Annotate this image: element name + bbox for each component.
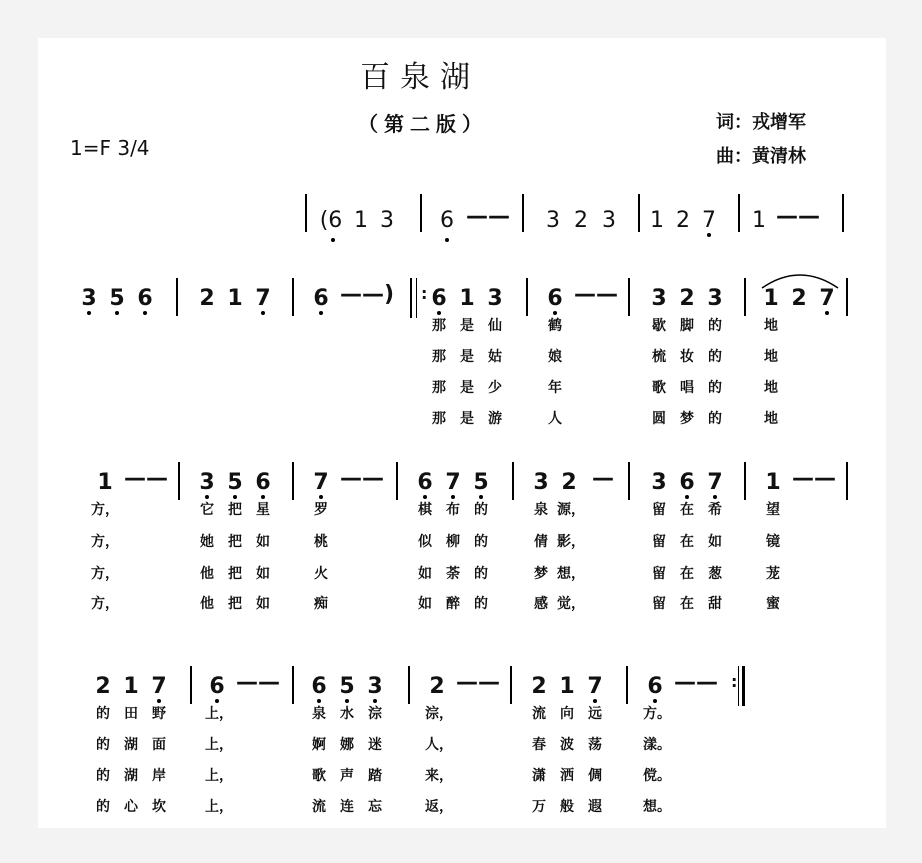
lyric-char: 歌 <box>312 768 326 784</box>
note: 3 <box>199 470 215 495</box>
lyric-char: 如 <box>418 566 432 582</box>
lyric-char: 茏 <box>766 566 780 582</box>
note: (6 <box>319 208 343 233</box>
note: 3 <box>651 470 667 495</box>
low-octave-dot <box>437 311 441 315</box>
low-octave-dot <box>215 699 219 703</box>
barline <box>628 462 630 500</box>
low-octave-dot <box>707 233 711 237</box>
lyric-char: 源， <box>557 502 585 518</box>
lyric-char: 返， <box>425 799 453 815</box>
low-octave-dot <box>593 699 597 703</box>
lyric-char: 娘 <box>548 349 562 365</box>
note: 6 <box>311 674 327 699</box>
note: 7 <box>702 208 716 233</box>
lyric-char: 她 <box>200 534 214 550</box>
lyric-char: 向 <box>560 706 574 722</box>
lyric-char: 希 <box>708 502 722 518</box>
note: 6 <box>647 674 663 699</box>
low-octave-dot <box>115 311 119 315</box>
barline <box>738 194 740 232</box>
lyric-char: 来， <box>425 768 453 784</box>
note: 7 <box>707 470 723 495</box>
lyric-char: 唱 <box>680 380 694 396</box>
lyric-char: 如 <box>256 534 270 550</box>
lyric-char: 是 <box>460 380 474 396</box>
hold-dash: — <box>592 466 614 491</box>
hold-dash: —— <box>236 670 280 695</box>
note: 2 <box>574 208 588 233</box>
repeat-end-thin-bar <box>738 666 739 706</box>
note: 6 <box>313 286 329 311</box>
lyric-char: 方， <box>91 566 119 582</box>
lyric-char: 把 <box>228 534 242 550</box>
lyric-char: 方， <box>91 502 119 518</box>
low-octave-dot <box>479 495 483 499</box>
barline <box>842 194 844 232</box>
note: 5 <box>473 470 489 495</box>
lyric-char: 方， <box>91 596 119 612</box>
low-octave-dot <box>143 311 147 315</box>
lyric-char: 的 <box>474 566 488 582</box>
lyric-char: 想。 <box>643 799 671 815</box>
note: 3 <box>81 286 97 311</box>
low-octave-dot <box>553 311 557 315</box>
lyric-char: 上， <box>205 768 233 784</box>
lyric-char: 年 <box>548 380 562 396</box>
lyric-char: 荼 <box>446 566 460 582</box>
lyric-char: 那 <box>432 349 446 365</box>
lyric-char: 在 <box>680 534 694 550</box>
repeat-dots: : <box>421 284 428 303</box>
low-octave-dot <box>445 238 449 242</box>
barline <box>512 462 514 500</box>
lyric-char: 把 <box>228 566 242 582</box>
note: 3 <box>707 286 723 311</box>
note: 2 <box>95 674 111 699</box>
hold-dash: —— <box>574 282 618 307</box>
note: 2 <box>561 470 577 495</box>
low-octave-dot <box>233 495 237 499</box>
lyric-char: 的 <box>474 534 488 550</box>
low-octave-dot <box>451 495 455 499</box>
hold-dash: —— <box>124 466 168 491</box>
lyric-char: 似 <box>418 534 432 550</box>
lyric-char: 忘 <box>368 799 382 815</box>
lyric-char: 万 <box>532 799 546 815</box>
barline <box>626 666 628 704</box>
lyric-char: 的 <box>96 737 110 753</box>
low-octave-dot <box>331 238 335 242</box>
note: 6 <box>417 470 433 495</box>
note: 1 <box>559 674 575 699</box>
lyric-char: 泉 <box>312 706 326 722</box>
lyric-char: 如 <box>708 534 722 550</box>
lyric-char: 遐 <box>588 799 602 815</box>
barline <box>396 462 398 500</box>
note: 2 <box>531 674 547 699</box>
barline <box>510 666 512 704</box>
lyric-char: 圆 <box>652 411 666 427</box>
lyric-char: 葱 <box>708 566 722 582</box>
lyric-char: 连 <box>340 799 354 815</box>
barline <box>526 278 528 316</box>
lyric-char: 的 <box>474 502 488 518</box>
lyric-char: 是 <box>460 349 474 365</box>
note: 3 <box>651 286 667 311</box>
barline <box>420 194 422 232</box>
note: 2 <box>676 208 690 233</box>
lyric-char: 在 <box>680 502 694 518</box>
low-octave-dot <box>87 311 91 315</box>
lyric-char: 岸 <box>152 768 166 784</box>
lyric-char: 痴 <box>314 596 328 612</box>
note: 3 <box>602 208 616 233</box>
lyric-char: 湖 <box>124 768 138 784</box>
barline <box>744 462 746 500</box>
lyric-char: 的 <box>708 318 722 334</box>
lyric-char: 的 <box>96 706 110 722</box>
key-signature: 1=F 3/4 <box>70 136 150 160</box>
lyric-char: 迷 <box>368 737 382 753</box>
lyric-char: 游 <box>488 411 502 427</box>
lyric-char: 声 <box>340 768 354 784</box>
note: 7 <box>445 470 461 495</box>
lyric-char: 它 <box>200 502 214 518</box>
barline <box>846 462 848 500</box>
low-octave-dot <box>825 311 829 315</box>
lyric-char: 娜 <box>340 737 354 753</box>
lyric-char: 淙 <box>368 706 382 722</box>
low-octave-dot <box>205 495 209 499</box>
lyric-char: 甜 <box>708 596 722 612</box>
note: 5 <box>109 286 125 311</box>
note: 7 <box>151 674 167 699</box>
barline <box>628 278 630 316</box>
low-octave-dot <box>157 699 161 703</box>
low-octave-dot <box>423 495 427 499</box>
low-octave-dot <box>685 495 689 499</box>
note: 1 <box>650 208 664 233</box>
lyric-char: 鹤 <box>548 318 562 334</box>
lyric-char: 漾。 <box>643 737 671 753</box>
hold-dash: —— <box>466 204 510 229</box>
lyric-char: 歌 <box>652 380 666 396</box>
lyric-char: 在 <box>680 596 694 612</box>
note: 6 <box>209 674 225 699</box>
note: 2 <box>679 286 695 311</box>
lyric-char: 留 <box>652 502 666 518</box>
lyric-char: 留 <box>652 534 666 550</box>
hold-dash: —— <box>456 670 500 695</box>
lyric-char: 如 <box>256 596 270 612</box>
repeat-dots: : <box>731 672 738 691</box>
lyric-char: 星 <box>256 502 270 518</box>
barline <box>408 666 410 704</box>
lyric-char: 梦 <box>534 566 548 582</box>
barline <box>522 194 524 232</box>
lyric-char: 歇 <box>652 318 666 334</box>
low-octave-dot <box>261 495 265 499</box>
low-octave-dot <box>319 495 323 499</box>
lyric-char: 影， <box>557 534 585 550</box>
low-octave-dot <box>373 699 377 703</box>
low-octave-dot <box>317 699 321 703</box>
lyric-char: 仙 <box>488 318 502 334</box>
note: 5 <box>339 674 355 699</box>
lyric-char: 把 <box>228 502 242 518</box>
lyricist-credit: 词：戎增军 <box>716 112 806 133</box>
lyric-char: 地 <box>764 318 778 334</box>
lyric-char: 是 <box>460 411 474 427</box>
lyric-char: 蜜 <box>766 596 780 612</box>
hold-dash: —— <box>340 466 384 491</box>
lyric-char: 上， <box>205 737 233 753</box>
lyric-char: 上， <box>205 706 233 722</box>
note: 6 <box>440 208 454 233</box>
lyric-char: 婀 <box>312 737 326 753</box>
lyric-char: 春 <box>532 737 546 753</box>
lyric-char: 人 <box>548 411 562 427</box>
barline <box>292 666 294 704</box>
note: 3 <box>487 286 503 311</box>
lyric-char: 的 <box>96 799 110 815</box>
note: 1 <box>354 208 368 233</box>
lyric-char: 地 <box>764 349 778 365</box>
barline <box>190 666 192 704</box>
barline <box>846 278 848 316</box>
note: 6 <box>255 470 271 495</box>
note: 2 <box>791 286 807 311</box>
lyric-char: 如 <box>256 566 270 582</box>
lyric-char: 傥。 <box>643 768 671 784</box>
note: 7 <box>313 470 329 495</box>
lyric-char: 罗 <box>314 502 328 518</box>
barline <box>744 278 746 316</box>
lyric-char: 地 <box>764 411 778 427</box>
note: 1 <box>752 208 766 233</box>
lyric-char: 桃 <box>314 534 328 550</box>
hold-dash: —— <box>674 670 718 695</box>
lyric-char: 倩 <box>534 534 548 550</box>
lyric-char: 火 <box>314 566 328 582</box>
note: 3 <box>533 470 549 495</box>
lyric-char: 梳 <box>652 349 666 365</box>
lyric-char: 的 <box>708 349 722 365</box>
lyric-char: 上， <box>205 799 233 815</box>
hold-dash: ——) <box>340 282 395 307</box>
lyric-char: 那 <box>432 318 446 334</box>
lyric-char: 远 <box>588 706 602 722</box>
repeat-end-thick-bar <box>742 666 745 706</box>
lyric-char: 方， <box>91 534 119 550</box>
lyric-char: 流 <box>532 706 546 722</box>
low-octave-dot <box>261 311 265 315</box>
lyric-char: 坎 <box>152 799 166 815</box>
barline <box>638 194 640 232</box>
low-octave-dot <box>653 699 657 703</box>
lyric-char: 面 <box>152 737 166 753</box>
lyric-char: 是 <box>460 318 474 334</box>
lyric-char: 梦 <box>680 411 694 427</box>
note: 6 <box>679 470 695 495</box>
low-octave-dot <box>345 699 349 703</box>
lyric-char: 把 <box>228 596 242 612</box>
lyric-char: 他 <box>200 566 214 582</box>
note: 6 <box>547 286 563 311</box>
lyric-char: 的 <box>708 411 722 427</box>
lyric-char: 布 <box>446 502 460 518</box>
lyric-char: 般 <box>560 799 574 815</box>
lyric-char: 他 <box>200 596 214 612</box>
lyric-char: 感 <box>534 596 548 612</box>
lyric-char: 那 <box>432 380 446 396</box>
note: 3 <box>546 208 560 233</box>
lyric-char: 妆 <box>680 349 694 365</box>
note: 1 <box>123 674 139 699</box>
note: 5 <box>227 470 243 495</box>
note: 3 <box>380 208 394 233</box>
lyric-char: 野 <box>152 706 166 722</box>
low-octave-dot <box>319 311 323 315</box>
lyric-char: 望 <box>766 502 780 518</box>
lyric-char: 心 <box>124 799 138 815</box>
note: 6 <box>137 286 153 311</box>
low-octave-dot <box>713 495 717 499</box>
lyric-char: 荡 <box>588 737 602 753</box>
lyric-char: 水 <box>340 706 354 722</box>
note: 3 <box>367 674 383 699</box>
note: 6 <box>431 286 447 311</box>
lyric-char: 觉， <box>557 596 585 612</box>
lyric-char: 脚 <box>680 318 694 334</box>
lyric-char: 湖 <box>124 737 138 753</box>
note: 7 <box>819 286 835 311</box>
hold-dash: —— <box>776 204 820 229</box>
note: 1 <box>97 470 113 495</box>
lyric-char: 姑 <box>488 349 502 365</box>
version-subtitle: （第二版） <box>358 112 488 136</box>
repeat-start-thick-bar <box>410 278 412 318</box>
note: 1 <box>459 286 475 311</box>
lyric-char: 踏 <box>368 768 382 784</box>
lyric-char: 镜 <box>766 534 780 550</box>
lyric-char: 倜 <box>588 768 602 784</box>
lyric-char: 柳 <box>446 534 460 550</box>
lyric-char: 淙， <box>425 706 453 722</box>
lyric-char: 如 <box>418 596 432 612</box>
note: 7 <box>587 674 603 699</box>
lyric-char: 方。 <box>643 706 671 722</box>
lyric-char: 流 <box>312 799 326 815</box>
lyric-char: 人， <box>425 737 453 753</box>
lyric-char: 那 <box>432 411 446 427</box>
note: 1 <box>765 470 781 495</box>
note: 2 <box>199 286 215 311</box>
lyric-char: 潇 <box>532 768 546 784</box>
song-title: 百泉湖 <box>360 60 480 95</box>
repeat-start-thin-bar <box>416 278 417 318</box>
note: 1 <box>227 286 243 311</box>
lyric-char: 留 <box>652 596 666 612</box>
lyric-char: 棋 <box>418 502 432 518</box>
lyric-char: 洒 <box>560 768 574 784</box>
barline <box>292 278 294 316</box>
lyric-char: 想， <box>557 566 585 582</box>
lyric-char: 的 <box>474 596 488 612</box>
barline <box>305 194 307 232</box>
note: 1 <box>763 286 779 311</box>
lyric-char: 波 <box>560 737 574 753</box>
barline <box>178 462 180 500</box>
lyric-char: 的 <box>708 380 722 396</box>
lyric-char: 在 <box>680 566 694 582</box>
hold-dash: —— <box>792 466 836 491</box>
lyric-char: 醉 <box>446 596 460 612</box>
lyric-char: 地 <box>764 380 778 396</box>
barline <box>176 278 178 316</box>
lyric-char: 的 <box>96 768 110 784</box>
note: 2 <box>429 674 445 699</box>
note: 7 <box>255 286 271 311</box>
lyric-char: 田 <box>124 706 138 722</box>
lyric-char: 少 <box>488 380 502 396</box>
barline <box>292 462 294 500</box>
composer-credit: 曲：黄清林 <box>716 146 806 167</box>
lyric-char: 泉 <box>534 502 548 518</box>
lyric-char: 留 <box>652 566 666 582</box>
